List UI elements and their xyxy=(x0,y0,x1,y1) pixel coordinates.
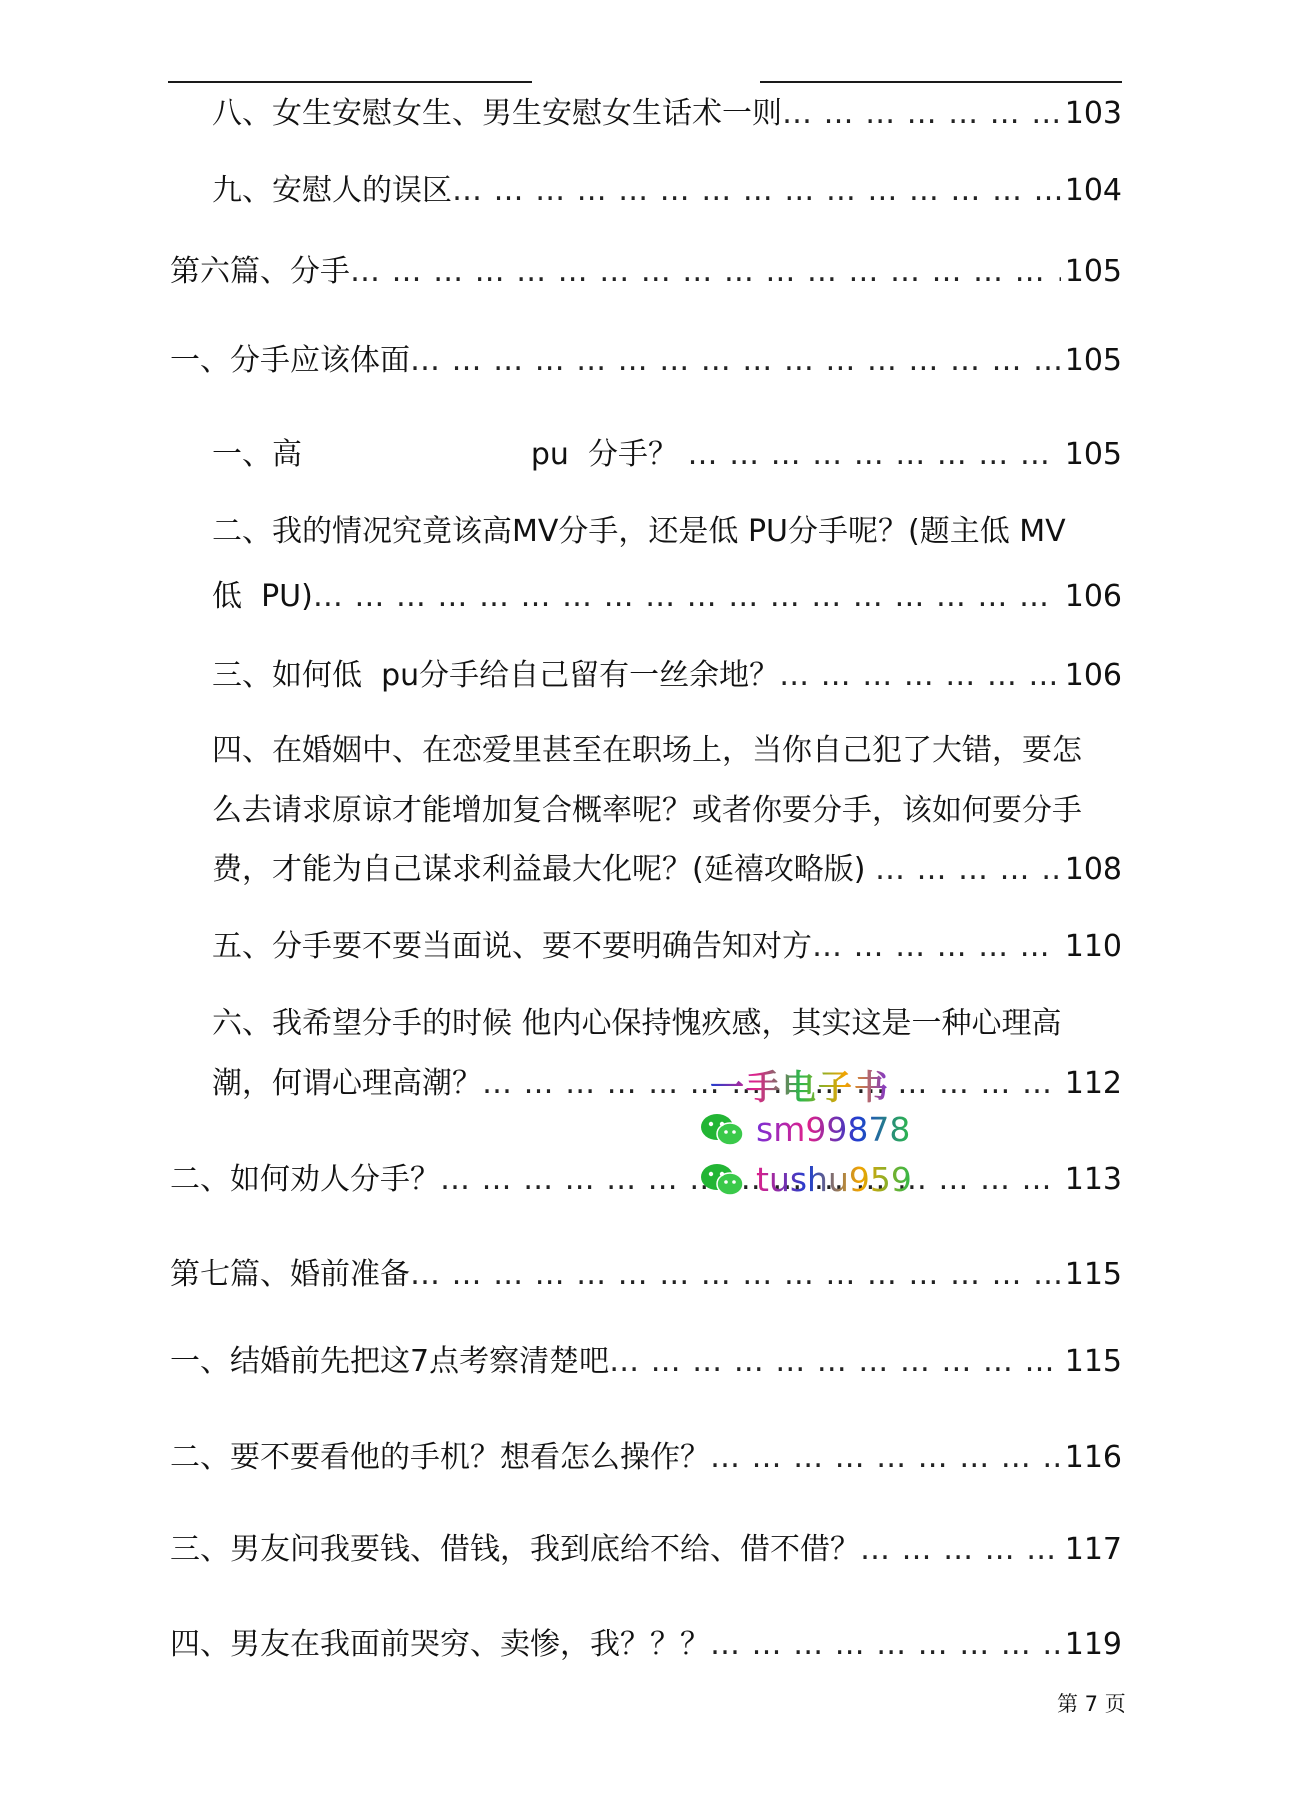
toc-page-number: 108 xyxy=(1064,852,1122,887)
leader-dots xyxy=(350,252,1061,292)
toc-page-number: 106 xyxy=(1064,579,1122,614)
leader-dots xyxy=(710,1438,1061,1478)
toc-page-number: 112 xyxy=(1064,1066,1122,1101)
watermark-wechat-id: tushu959 xyxy=(756,1160,912,1199)
toc-page-number: 116 xyxy=(1064,1440,1122,1475)
toc-page-number: 106 xyxy=(1064,658,1122,693)
leader-dots xyxy=(609,1342,1061,1382)
toc-title: 五、分手要不要当面说、要不要明确告知对方 xyxy=(212,929,812,964)
watermark-wechat-row xyxy=(700,1160,912,1199)
toc-page-number: 115 xyxy=(1064,1257,1122,1292)
toc-title: 低 PU) xyxy=(212,579,313,614)
toc-page-number: 110 xyxy=(1064,929,1122,964)
leader-dots xyxy=(410,1255,1061,1295)
watermark xyxy=(700,1060,920,1199)
leader-dots xyxy=(452,171,1061,211)
toc-page-number: 105 xyxy=(1064,343,1122,378)
toc-page-number: 105 xyxy=(1064,437,1122,472)
toc-page-number: 115 xyxy=(1064,1344,1122,1379)
toc-page-number: 105 xyxy=(1064,254,1122,289)
toc-title: 九、安慰人的误区 xyxy=(212,173,452,208)
leader-dots xyxy=(875,850,1061,890)
page-number: 第 7 页 xyxy=(1057,1692,1126,1716)
toc-title: 费，才能为自己谋求利益最大化呢？(延禧攻略版) xyxy=(212,852,875,887)
leader-dots xyxy=(812,927,1061,967)
toc-title: 二、如何劝人分手？ xyxy=(170,1162,440,1197)
toc-title: 三、男友问我要钱、借钱，我到底给不给、借不借？ xyxy=(170,1532,860,1567)
toc-title: 一、结婚前先把这7点考察清楚吧 xyxy=(170,1344,610,1379)
toc-title: 一、分手应该体面 xyxy=(170,343,410,378)
leader-dots xyxy=(710,1625,1061,1665)
toc-title-line: 么去请求原谅才能增加复合概率呢？或者你要分手，该如何要分手 xyxy=(212,793,1082,828)
toc-title-line: 二、我的情况究竟该高MV分手，还是低 PU分手呢？(题主低 MV xyxy=(212,514,1066,549)
toc-page-number: 113 xyxy=(1064,1162,1122,1197)
wechat-icon xyxy=(700,1163,744,1197)
wechat-icon xyxy=(700,1113,744,1147)
toc-title: 四、男友在我面前哭穷、卖惨，我？？？ xyxy=(170,1627,710,1662)
leader-dots xyxy=(860,1530,1061,1570)
leader-dots xyxy=(410,341,1061,381)
toc-title-line: 四、在婚姻中、在恋爱里甚至在职场上，当你自己犯了大错，要怎 xyxy=(212,733,1082,768)
leader-dots xyxy=(782,94,1061,134)
leader-dots xyxy=(313,577,1061,617)
toc-page-number: 117 xyxy=(1064,1532,1122,1567)
toc-title: 潮，何谓心理高潮？ xyxy=(212,1066,482,1101)
toc-title-line: 六、我希望分手的时候 他内心保持愧疚感，其实这是一种心理高 xyxy=(212,1006,1062,1041)
watermark-wechat-row xyxy=(700,1110,910,1149)
toc-page-number: 119 xyxy=(1064,1627,1122,1662)
toc-title: 八、女生安慰女生、男生安慰女生话术一则 xyxy=(212,96,782,131)
toc-title: 三、如何低 pu分手给自己留有一丝余地？ xyxy=(212,658,780,693)
header-rule-left xyxy=(168,81,532,83)
watermark-title: 一手电子书 xyxy=(710,1060,890,1109)
leader-dots xyxy=(779,656,1061,696)
toc-title: 第六篇、分手 xyxy=(170,254,350,289)
leader-dots xyxy=(688,435,1061,475)
toc-page-number: 104 xyxy=(1064,173,1122,208)
header-rule-right xyxy=(760,81,1122,83)
watermark-wechat-id: sm99878 xyxy=(756,1110,911,1149)
toc-title: 二、要不要看他的手机？想看怎么操作？ xyxy=(170,1440,710,1475)
toc-title: 第七篇、婚前准备 xyxy=(170,1257,410,1292)
toc-page-number: 103 xyxy=(1064,96,1122,131)
toc-title: 一、高 pu 分手？ xyxy=(212,437,688,472)
